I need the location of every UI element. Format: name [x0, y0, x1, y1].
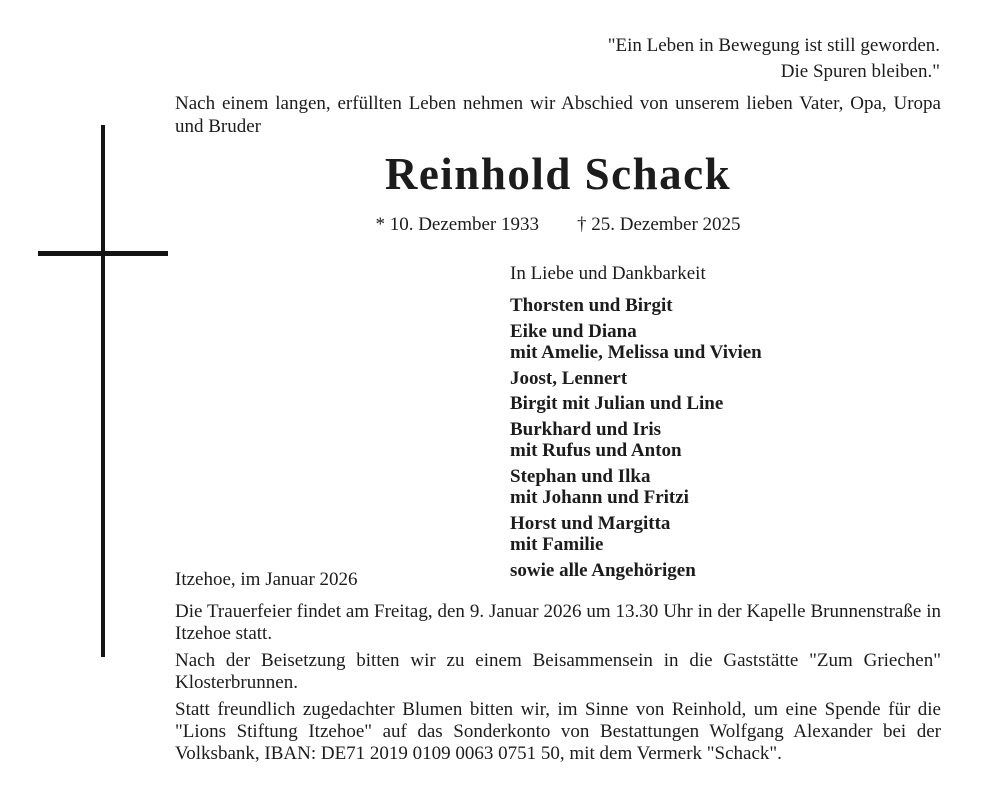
reception-notice: Nach der Beisetzung bitten wir zu einem Beisammensein in die Gaststätte "Zum Griechen" Klosterbrunnen.: [175, 650, 941, 693]
mourner-group: [510, 560, 762, 582]
birth-date: * 10. Dezember 1933: [375, 214, 539, 235]
mourner-line: Burkhard und Iris: [510, 418, 662, 440]
donation-notice: Statt freundlich zugedachter Blumen bitten wir, im Sinne von Reinhold, um eine Spende für die "Lions Stiftung Itzehoe" auf das Sonderkonto von Bestattungen Wolfgang Alexander bei der Volksbank, IBAN: DE71 2019 0109 0063 0751 50, mit dem Vermerk "Schack".: [175, 699, 941, 764]
deceased-header: [175, 148, 941, 236]
epitaph-quote-line: "Ein Leben in Bewegung ist still geworden.: [607, 35, 940, 56]
deceased-name: Reinhold Schack: [384, 149, 732, 199]
mourner-line: mit Amelie, Melissa und Vivien: [510, 342, 762, 363]
mourner-line: Horst und Margitta: [510, 512, 671, 534]
mourner-line: Joost, Lennert: [510, 367, 628, 389]
mourner-line: Eike und Diana: [510, 320, 637, 342]
mourner-line: mit Rufus und Anton: [510, 440, 682, 461]
epitaph-quote: [608, 33, 940, 85]
mourner-group: [510, 295, 762, 317]
mourner-line: mit Johann und Fritzi: [510, 487, 689, 508]
mourner-group: [510, 466, 762, 509]
cross-vertical-bar: [101, 125, 105, 657]
mourner-line: Birgit mit Julian und Line: [510, 393, 724, 414]
mourner-line: sowie alle Angehörigen: [510, 559, 696, 581]
mourner-group: [510, 393, 762, 415]
mourner-line: mit Familie: [510, 534, 604, 555]
funeral-notices: [175, 601, 941, 770]
cross-horizontal-bar: [38, 251, 168, 256]
mourners-section: [510, 263, 762, 585]
life-dates: [175, 214, 941, 236]
mourner-line: Stephan und Ilka: [510, 465, 651, 487]
epitaph-quote-line: Die Spuren bleiben.": [780, 61, 940, 82]
mourner-group: [510, 368, 762, 390]
mourner-group: [510, 321, 762, 364]
mourner-group: [510, 513, 762, 556]
funeral-service-notice: Die Trauerfeier findet am Freitag, den 9. Januar 2026 um 13.30 Uhr in der Kapelle Brunnenstraße in Itzehoe statt.: [175, 601, 941, 644]
place-and-date: Itzehoe, im Januar 2026: [175, 569, 358, 590]
mourner-line: Thorsten und Birgit: [510, 295, 673, 316]
death-date: † 25. Dezember 2025: [577, 214, 741, 235]
dedication-text: In Liebe und Dankbarkeit: [510, 263, 706, 284]
mourner-group: [510, 419, 762, 462]
intro-text: Nach einem langen, erfüllten Leben nehmen wir Abschied von unserem lieben Vater, Opa, Uropa und Bruder: [175, 93, 941, 137]
